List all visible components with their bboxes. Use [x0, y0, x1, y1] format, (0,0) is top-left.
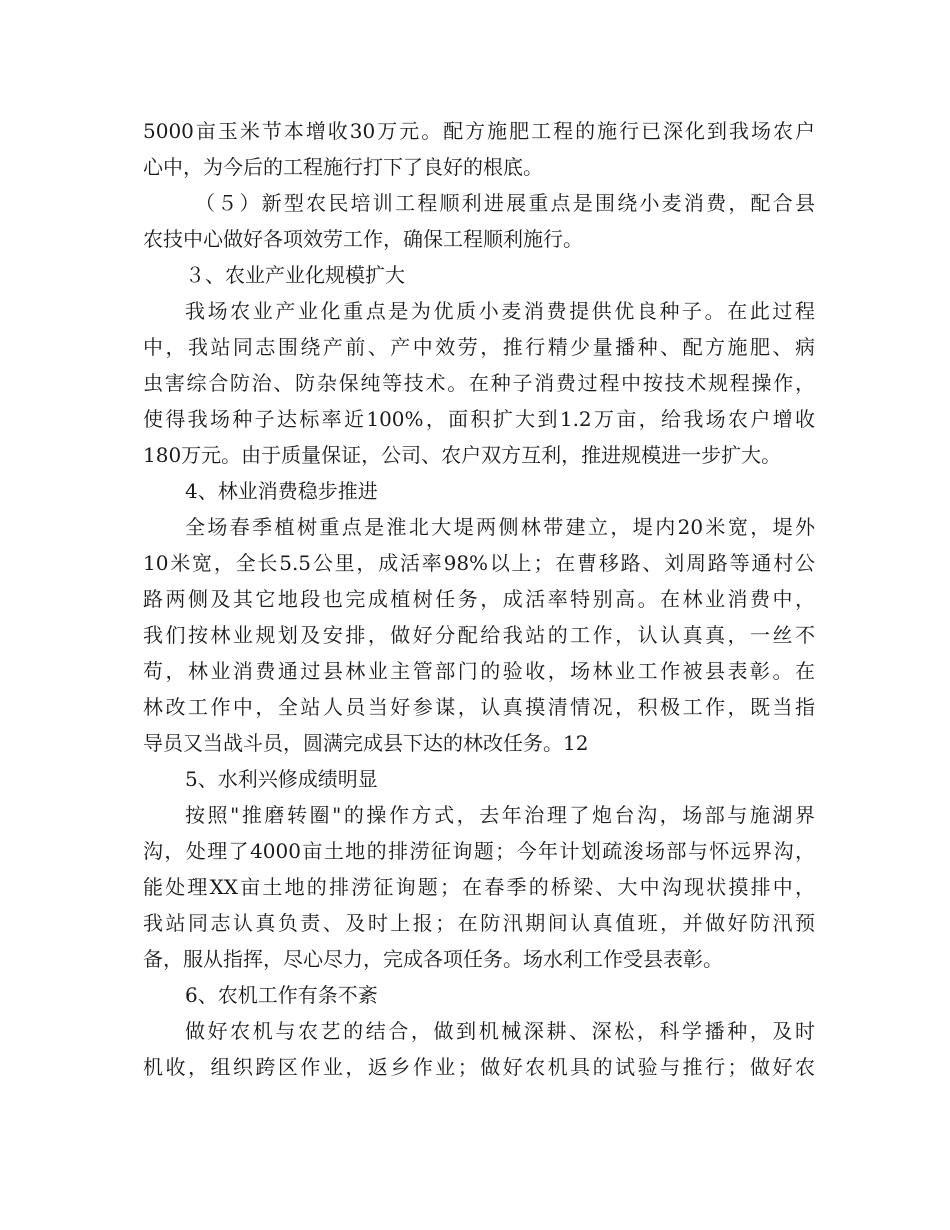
paragraph-line: 农技中心做好各项效劳工作，确保工程顺利施行。	[143, 227, 583, 251]
section-heading: 6、农机工作有条不紊	[185, 983, 378, 1007]
document-body	[143, 113, 815, 1085]
paragraph-line: 林改工作中，全站人员当好参谋，认真摸清情况，积极工作，既当指	[143, 695, 815, 719]
paragraph-line: （５）新型农民培训工程顺利进展重点是围绕小麦消费，配合县	[195, 191, 815, 215]
paragraph-line: 做好农机与农艺的结合，做到机械深耕、深松，科学播种，及时	[185, 1019, 815, 1043]
paragraph-line: 我站同志认真负责、及时上报；在防汛期间认真值班，并做好防汛预	[143, 911, 815, 935]
paragraph-line: 10米宽，全长5.5公里，成活率98%以上；在曹移路、刘周路等通村公	[143, 551, 815, 575]
paragraph-line: 全场春季植树重点是淮北大堤两侧林带建立，堤内20米宽，堤外	[185, 515, 815, 539]
paragraph-line: 使得我场种子达标率近100%，面积扩大到1.2万亩，给我场农户增收	[143, 407, 815, 431]
section-heading: 4、林业消费稳步推进	[185, 479, 378, 503]
paragraph-line: 180万元。由于质量保证，公司、农户双方互利，推进规模进一步扩大。	[143, 443, 782, 467]
paragraph-line: 沟，处理了4000亩土地的排涝征询题；今年计划疏浚场部与怀远界沟，	[143, 839, 815, 863]
paragraph-line: 虫害综合防治、防杂保纯等技术。在种子消费过程中按技术规程操作，	[143, 371, 815, 395]
paragraph-line: 机收，组织跨区作业，返乡作业；做好农机具的试验与推行；做好农	[143, 1055, 815, 1079]
paragraph-line: 苟，林业消费通过县林业主管部门的验收，场林业工作被县表彰。在	[143, 659, 815, 683]
paragraph-line: 我们按林业规划及安排，做好分配给我站的工作，认认真真，一丝不	[143, 623, 815, 647]
section-heading: 5、水利兴修成绩明显	[185, 767, 378, 791]
paragraph-line: 导员又当战斗员，圆满完成县下达的林改任务。12	[143, 731, 589, 755]
paragraph-line: 心中，为今后的工程施行打下了良好的根底。	[143, 155, 543, 179]
paragraph-line: 我场农业产业化重点是为优质小麦消费提供优良种子。在此过程	[185, 299, 815, 323]
paragraph-line: 中，我站同志围绕产前、产中效劳，推行精少量播种、配方施肥、病	[143, 335, 815, 359]
paragraph-line: 能处理XX亩土地的排涝征询题；在春季的桥梁、大中沟现状摸排中，	[143, 875, 815, 899]
paragraph-line: 5000亩玉米节本增收30万元。配方施肥工程的施行已深化到我场农户	[143, 119, 815, 143]
paragraph-line: 路两侧及其它地段也完成植树任务，成活率特别高。在林业消费中，	[143, 587, 815, 611]
paragraph-line: 备，服从指挥，尽心尽力，完成各项任务。场水利工作受县表彰。	[143, 947, 723, 971]
section-heading: ３、农业产业化规模扩大	[185, 263, 405, 287]
paragraph-line: 按照"推磨转圈"的操作方式，去年治理了炮台沟，场部与施湖界	[185, 803, 815, 827]
